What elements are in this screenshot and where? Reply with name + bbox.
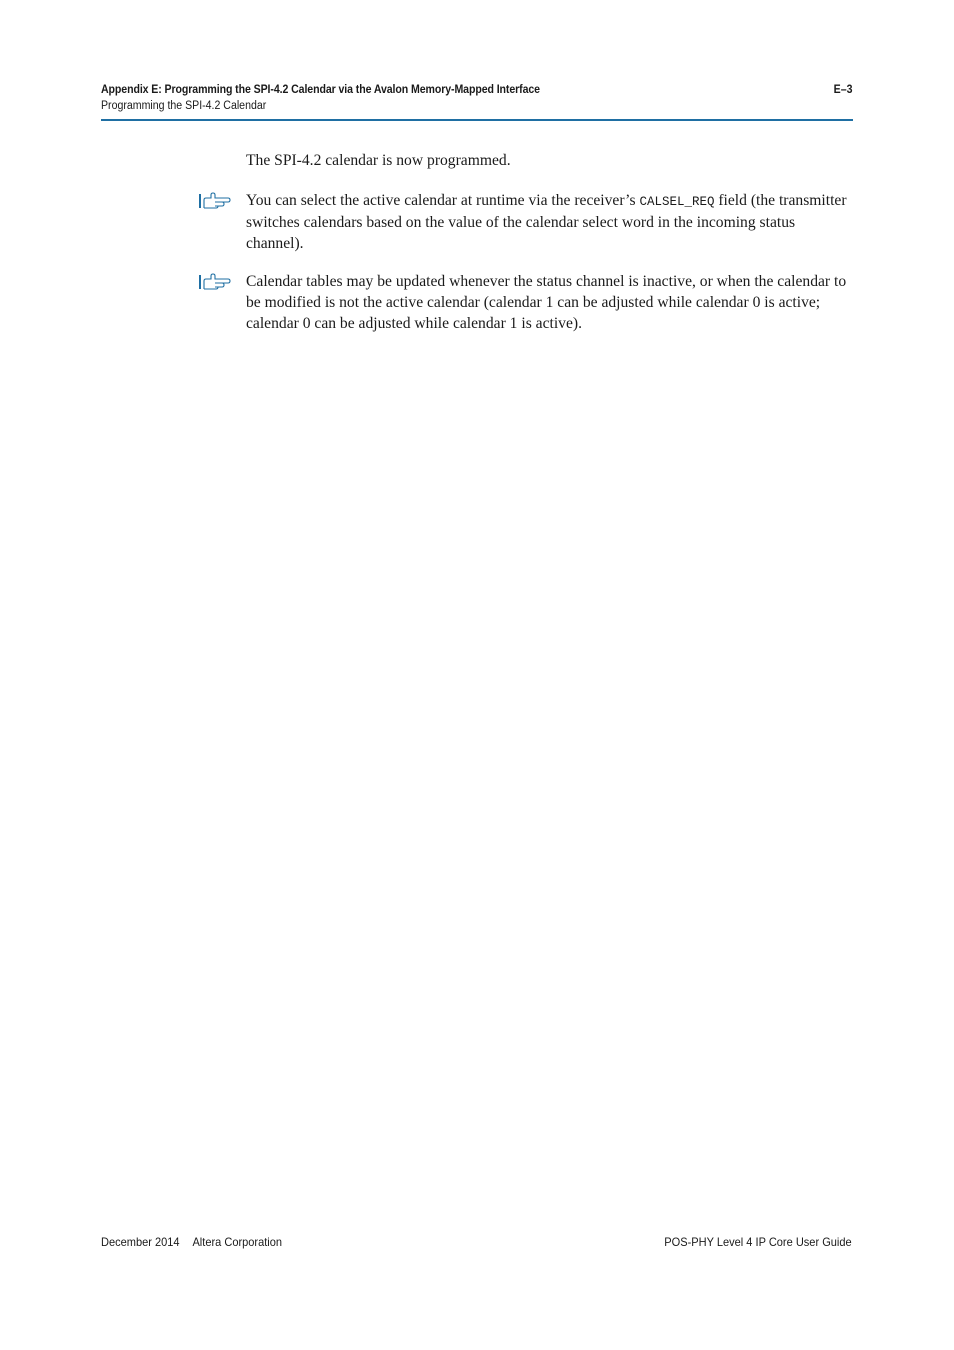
note-text-after: field (the transmitter switches calendars based on the value of the calendar select word in the incoming status channel). bbox=[246, 192, 847, 252]
page-number: E–3 bbox=[833, 84, 852, 96]
header-rule bbox=[101, 119, 853, 121]
code-field-name: CALSEL_REQ bbox=[639, 195, 715, 209]
header-section: Programming the SPI-4.2 Calendar bbox=[101, 100, 267, 112]
note-hand-icon bbox=[198, 192, 232, 210]
paragraph: The SPI-4.2 calendar is now programmed. bbox=[246, 152, 511, 169]
note-hand-icon bbox=[198, 273, 232, 291]
header-title: Appendix E: Programming the SPI-4.2 Calendar via the Avalon Memory-Mapped Interface bbox=[101, 84, 540, 96]
note-paragraph bbox=[246, 191, 852, 254]
footer-left bbox=[101, 1235, 282, 1249]
footer-date: December 2014 bbox=[101, 1235, 180, 1249]
note-paragraph: Calendar tables may be updated whenever the status channel is inactive, or when the calendar to be modified is not the active calendar (calendar 1 can be adjusted while calendar 0 is active; calendar 0 can be adjusted while calendar 1 is active). bbox=[246, 273, 847, 332]
footer-company: Altera Corporation bbox=[192, 1235, 283, 1249]
footer-guide-title: POS-PHY Level 4 IP Core User Guide bbox=[664, 1235, 852, 1249]
note-text-before: You can select the active calendar at runtime via the receiver’s bbox=[246, 192, 640, 209]
